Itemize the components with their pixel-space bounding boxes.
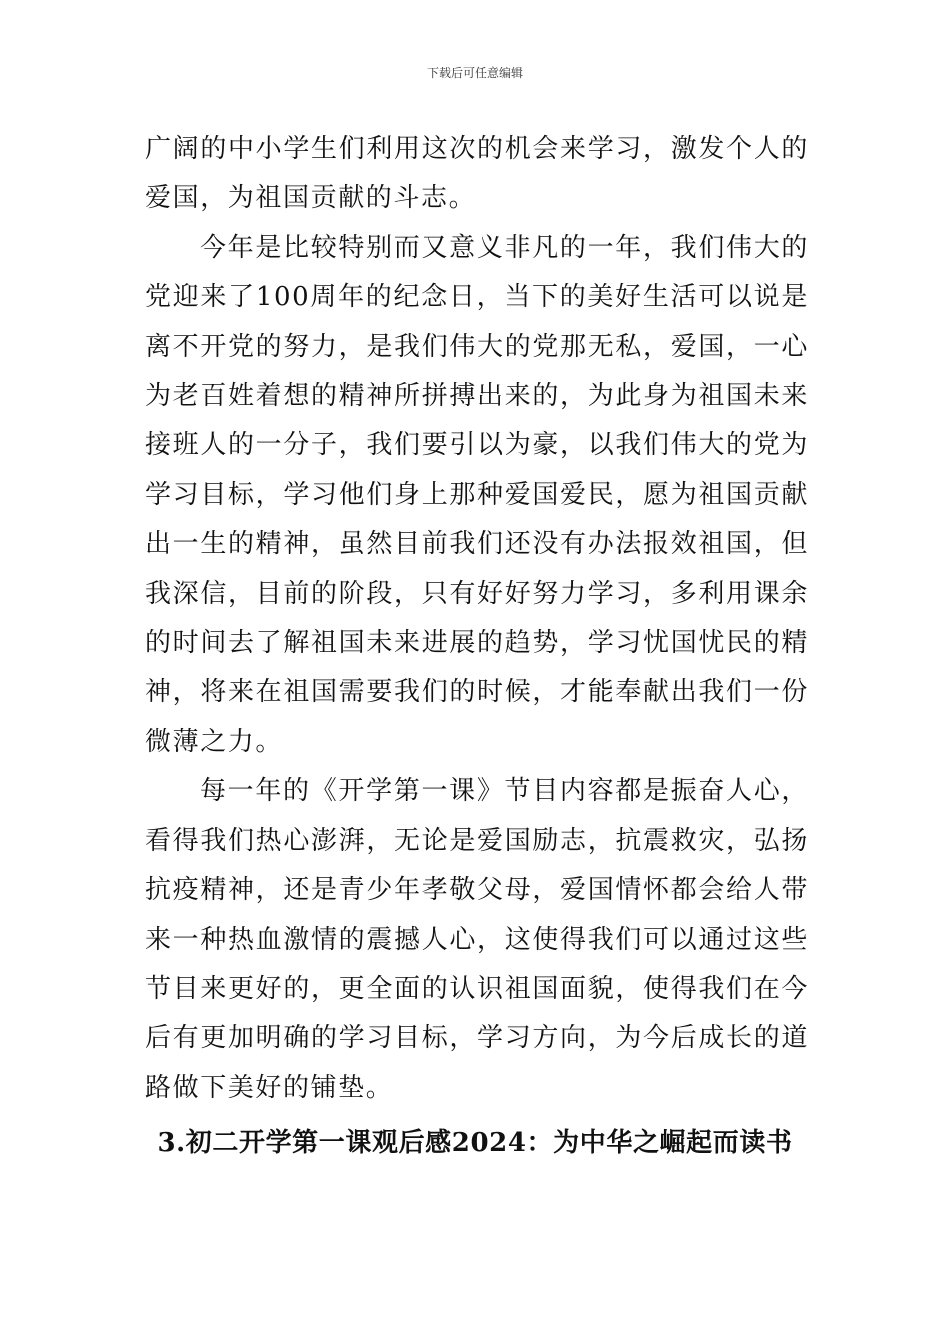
paragraph-program-impact: 每一年的《开学第一课》节目内容都是振奋人心，看得我们热心澎湃，无论是爱国励志，抗震救灾，弘扬抗疫精神，还是青少年孝敬父母，爱国情怀都会给人带来一种热血激情的震撼人心，这使得我们可以通过这些节目来更好的，更全面的认识祖国面貌，使得我们在今后有更加明确的学习目标，学习方向，为今后成长的道路做下美好的铺垫。: [145, 776, 809, 1103]
paragraph-party-anniversary: 今年是比较特别而又意义非凡的一年，我们伟大的党迎来了100周年的纪念日，当下的美好生活可以说是离不开党的努力，是我们伟大的党那无私，爱国，一心为老百姓着想的精神所拼搏出来的，为此身为祖国未来接班人的一分子，我们要引以为豪，以我们伟大的党为学习目标，学习他们身上那种爱国爱民，愿为祖国贡献出一生的精神，虽然目前我们还没有办法报效祖国，但我深信，目前的阶段，只有好好努力学习，多利用课余的时间去了解祖国未来进展的趋势，学习忧国忧民的精神，将来在祖国需要我们的时候，才能奉献出我们一份微薄之力。: [145, 232, 809, 757]
page-header-note: 下载后可任意编辑: [426, 66, 523, 80]
paragraph-continuation: 广阔的中小学生们利用这次的机会来学习，激发个人的爱国，为祖国贡献的斗志。: [145, 134, 809, 214]
body-text: [145, 125, 809, 1113]
section-title: 3.初二开学第一课观后感2024：为中华之崛起而读书: [157, 1128, 793, 1158]
